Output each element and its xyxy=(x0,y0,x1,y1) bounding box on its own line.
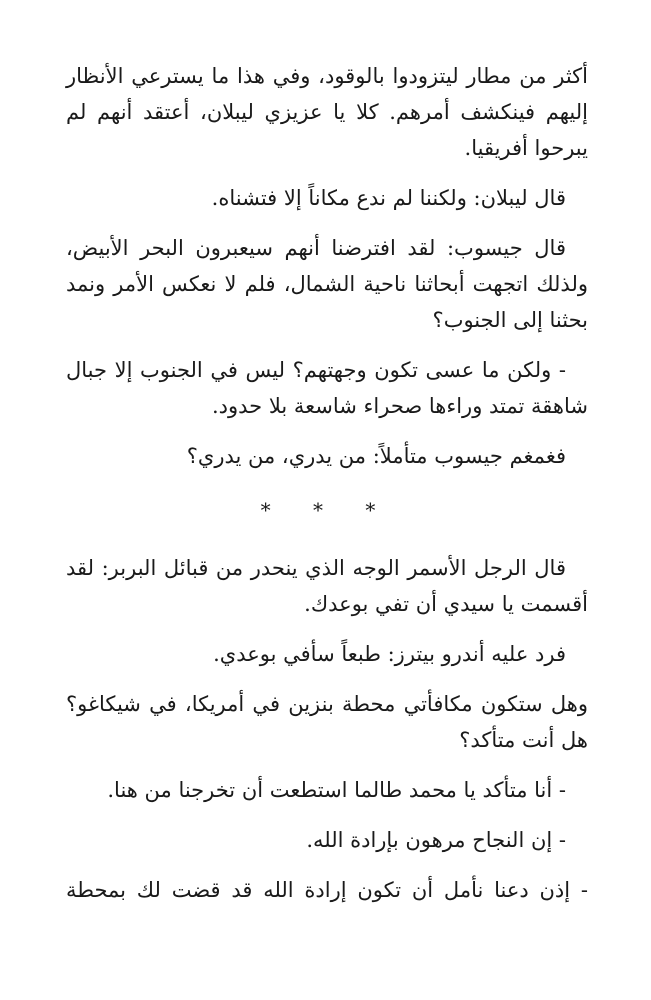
paragraph-airports: أكثر من مطار ليتزودوا بالوقود، وفي هذا ما يسترعي الأنظار إليهم فينكشف أمرهم. كلا يا عزيزي ليبلان، أعتقد أنهم لم يبرحوا أفريقيا. xyxy=(66,64,588,160)
paragraph-jessop-south: قال جيسوب: لقد افترضنا أنهم سيعبرون البحر الأبيض، ولذلك اتجهت أبحاثنا ناحية الشمال، فلم لا نعكس الأمر ونمد بحثنا إلى الجنوب؟ xyxy=(66,236,588,332)
paragraph-hope-station: - إذن دعنا نأمل أن تكون إرادة الله قد قضت لك بمحطة xyxy=(66,878,588,902)
paragraph-mohammed-sure: - أنا متأكد يا محمد طالما استطعت أن تخرجنا من هنا. xyxy=(107,778,566,802)
paragraph-peters-reply: فرد عليه أندرو بيترز: طبعاً سأفي بوعدي. xyxy=(213,642,566,666)
paragraph-destination-question: - ولكن ما عسى تكون وجهتهم؟ ليس في الجنوب إلا جبال شاهقة تمتد وراءها صحراء شاسعة بلا حدود. xyxy=(66,358,588,418)
paragraph-jessop-murmur: فغمغم جيسوب متأملاً: من يدري، من يدري؟ xyxy=(186,444,566,468)
section-separator: * * * xyxy=(260,498,394,522)
paragraph-leblanc-searched: قال ليبلان: ولكننا لم ندع مكاناً إلا فتشناه. xyxy=(211,186,566,210)
paragraph-chicago-station: وهل ستكون مكافأتي محطة بنزين في أمريكا، في شيكاغو؟ هل أنت متأكد؟ xyxy=(66,692,588,752)
paragraph-berber-man: قال الرجل الأسمر الوجه الذي ينحدر من قبائل البربر: لقد أقسمت يا سيدي أن تفي بوعدك. xyxy=(66,556,588,616)
paragraph-gods-will: - إن النجاح مرهون بإرادة الله. xyxy=(306,828,566,852)
page-body xyxy=(66,58,588,908)
